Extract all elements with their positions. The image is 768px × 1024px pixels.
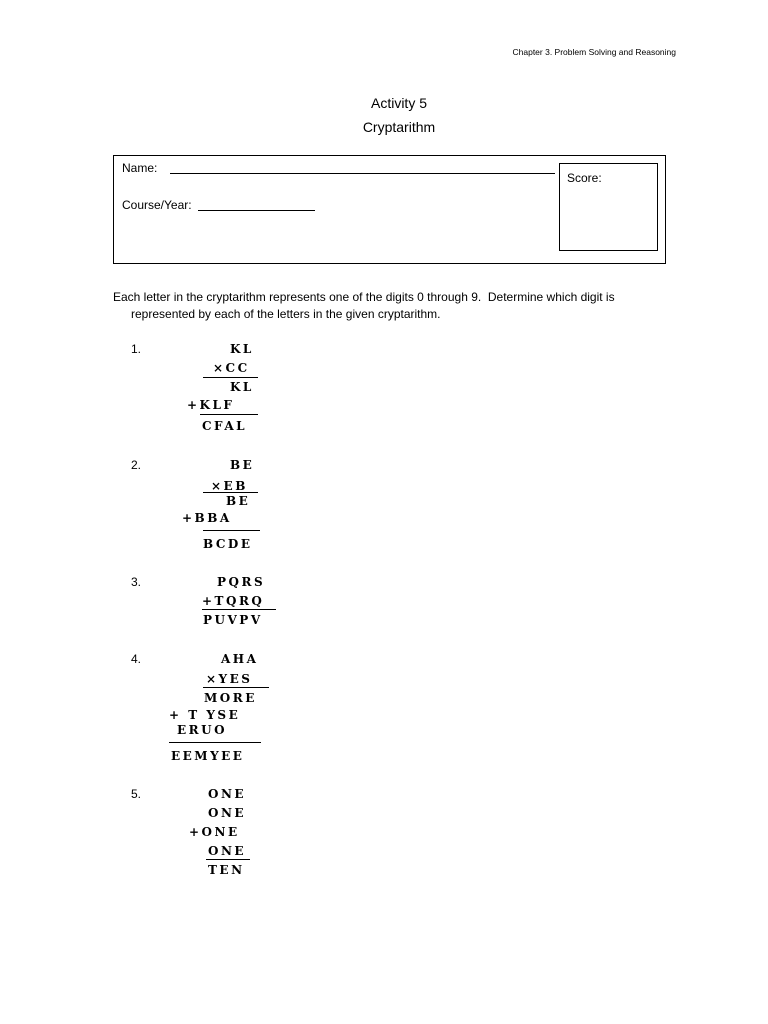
- problem-number: 4.: [131, 652, 142, 666]
- problem-line: PQRS: [217, 575, 266, 589]
- problem-line: ONE: [208, 844, 247, 858]
- problem-line: EEMYEE: [171, 749, 245, 763]
- problem-line: + T YSE: [169, 708, 241, 722]
- problem-line: ERUO: [177, 723, 228, 737]
- problem-line: BE: [226, 494, 251, 508]
- underline: [203, 530, 260, 531]
- problem-line: +KLF: [187, 398, 235, 412]
- course-year-field[interactable]: [198, 210, 315, 211]
- score-label: Score:: [567, 171, 602, 185]
- problem-line: BCDE: [203, 537, 253, 551]
- chapter-header: Chapter 3. Problem Solving and Reasoning: [512, 47, 676, 57]
- problem-line: KL: [230, 342, 254, 356]
- instructions-line-1: Each letter in the cryptarithm represents one of the digits 0 through 9. Determine which digit is: [113, 290, 615, 304]
- name-label: Name:: [122, 161, 158, 175]
- problem-number: 1.: [131, 342, 142, 356]
- underline: [202, 609, 276, 610]
- problem-line: PUVPV: [203, 613, 263, 627]
- name-field[interactable]: [170, 173, 555, 174]
- course-year-label: Course/Year:: [122, 198, 192, 212]
- problem-line: CFAL: [202, 419, 248, 433]
- problem-line: KL: [230, 380, 254, 394]
- problem-line: AHA: [221, 652, 259, 666]
- problem-number: 3.: [131, 575, 142, 589]
- problem-line: TEN: [208, 863, 245, 877]
- problem-number: 2.: [131, 458, 142, 472]
- instructions-line-2: represented by each of the letters in the given cryptarithm.: [131, 307, 441, 321]
- problem-line: +ONE: [189, 825, 240, 839]
- underline: [206, 859, 250, 860]
- underline: [169, 742, 261, 743]
- problem-line: MORE: [204, 691, 257, 705]
- problem-number: 5.: [131, 787, 142, 801]
- problem-line: ×EB: [211, 479, 248, 493]
- problem-line: +TQRQ: [202, 594, 265, 608]
- problem-line: BE: [230, 458, 255, 472]
- underline: [203, 377, 258, 378]
- problem-line: ONE: [208, 787, 247, 801]
- problem-line: ×YES: [206, 672, 253, 686]
- problem-line: ONE: [208, 806, 247, 820]
- underline: [200, 414, 258, 415]
- activity-title: Activity 5: [370, 95, 427, 111]
- problem-line: ×CC: [213, 361, 250, 375]
- underline: [203, 687, 269, 688]
- underline: [203, 492, 258, 493]
- problem-line: +BBA: [182, 511, 232, 525]
- activity-topic: Cryptarithm: [362, 119, 436, 135]
